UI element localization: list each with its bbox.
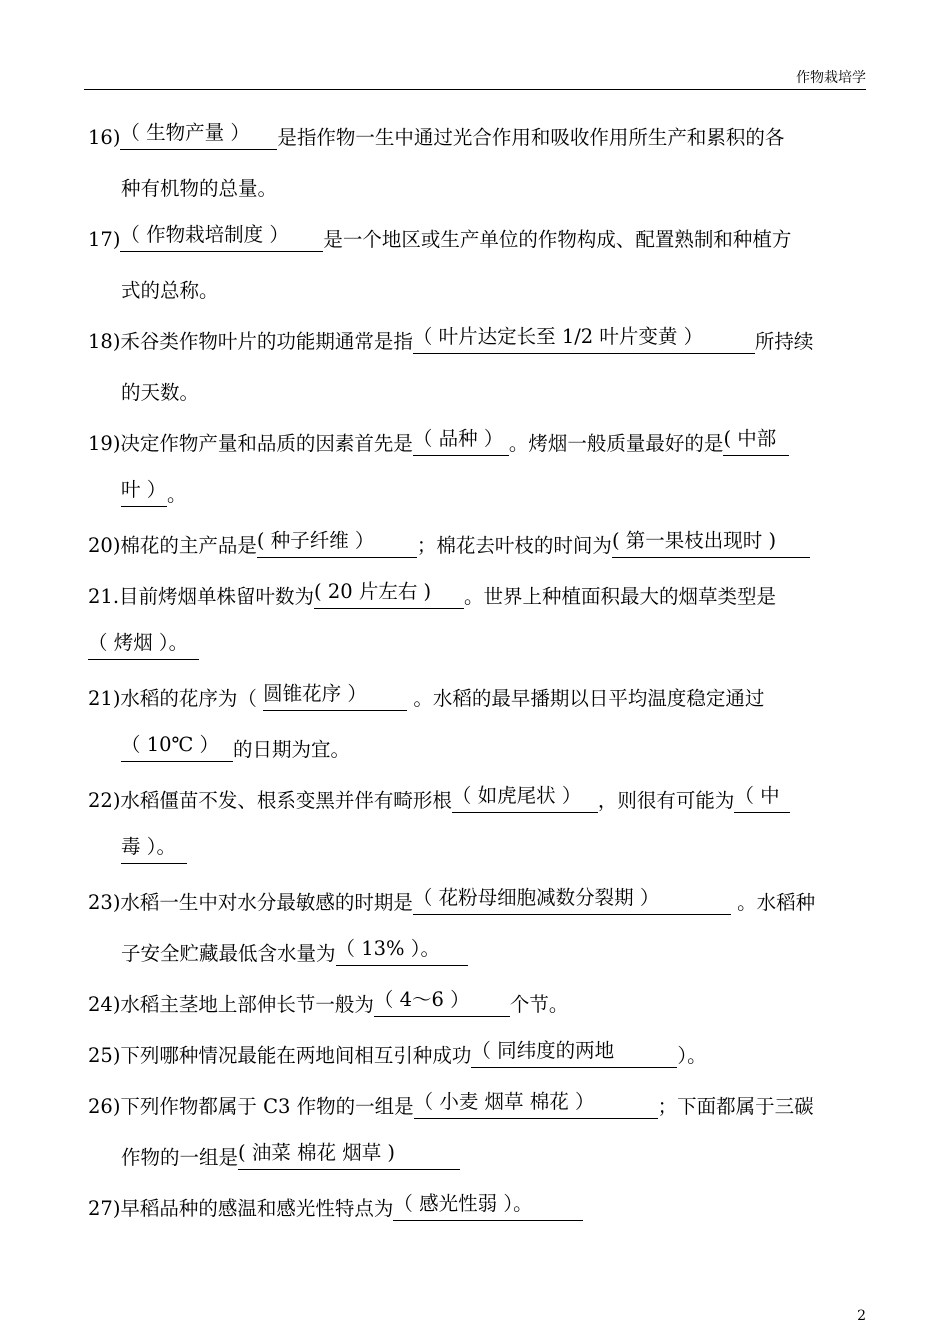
line-text: 是指作物一生中通过光合作用和吸收作用所生产和累积的各 bbox=[277, 126, 785, 149]
question-line bbox=[88, 269, 866, 320]
line-text: ；下面都属于三碳 bbox=[657, 1095, 814, 1118]
line-text: ；棉花去叶枝的时间为 bbox=[416, 534, 612, 557]
line-text: 的天数。 bbox=[121, 381, 200, 404]
line-text: 18)禾谷类作物叶片的功能期通常是指 bbox=[88, 330, 413, 353]
line-text: 20)棉花的主产品是 bbox=[88, 534, 257, 557]
question-line bbox=[88, 1136, 866, 1187]
question-line bbox=[88, 932, 866, 983]
answer-blank: 圆锥花序 ） bbox=[263, 677, 407, 711]
answer-blank: ( 种子纤维 ） bbox=[257, 524, 417, 558]
line-text: 16) bbox=[88, 126, 121, 149]
line-text: 21.目前烤烟单株留叶数为 bbox=[88, 585, 315, 608]
question-line bbox=[88, 524, 866, 575]
line-text: 24)水稻主茎地上部伸长节一般为 bbox=[88, 993, 374, 1016]
answer-blank: （ 4～6 ） bbox=[374, 983, 510, 1017]
line-text: 22)水稻僵苗不发、根系变黑并伴有畸形根 bbox=[88, 789, 452, 812]
question-line bbox=[88, 1085, 866, 1136]
question-line bbox=[88, 728, 866, 779]
answer-blank: ( 油菜 棉花 烟草 ) bbox=[238, 1136, 460, 1170]
answer-blank: （ 生物产量 ） bbox=[120, 116, 277, 150]
question-line bbox=[88, 626, 866, 677]
line-text: 。 bbox=[167, 483, 187, 506]
line-text: 19)决定作物产量和品质的因素首先是 bbox=[88, 432, 413, 455]
question-line bbox=[88, 881, 866, 932]
line-text: 27)早稻品种的感温和感光性特点为 bbox=[88, 1197, 394, 1220]
answer-blank: （ 中 bbox=[734, 779, 790, 813]
line-text: 21)水稻的花序为（ bbox=[88, 687, 264, 710]
answer-blank: （ 叶片达定长至 1/2 叶片变黄 ） bbox=[413, 320, 755, 354]
header-title: 作物栽培学 bbox=[796, 70, 866, 86]
question-line bbox=[88, 320, 866, 371]
line-text: 式的总称。 bbox=[121, 279, 219, 302]
line-text: 是一个地区或生产单位的作物构成、配置熟制和种植方 bbox=[323, 228, 792, 251]
answer-blank: （ 10℃ ） bbox=[121, 728, 233, 762]
answer-blank: ( 20 片左右 ) bbox=[314, 575, 464, 609]
line-text: 。烤烟一般质量最好的是 bbox=[508, 432, 724, 455]
question-list bbox=[88, 116, 866, 1238]
question-line bbox=[88, 371, 866, 422]
line-text: 。水稻种 bbox=[730, 891, 816, 914]
line-text: 17) bbox=[88, 228, 121, 251]
line-text: 种有机物的总量。 bbox=[121, 177, 278, 200]
line-text: 23)水稻一生中对水分最敏感的时期是 bbox=[88, 891, 413, 914]
question-line bbox=[88, 473, 866, 524]
line-text: 25)下列哪种情况最能在两地间相互引种成功 bbox=[88, 1044, 472, 1067]
line-text: 26)下列作物都属于 C3 作物的一组是 bbox=[88, 1095, 414, 1118]
answer-blank: 叶 ） bbox=[121, 473, 167, 507]
answer-blank: ( 第一果枝出现时 ) bbox=[612, 524, 810, 558]
question-line bbox=[88, 116, 866, 167]
answer-blank: （ 品种 ） bbox=[413, 422, 509, 456]
question-line bbox=[88, 422, 866, 473]
line-text: 。水稻的最早播期以日平均温度稳定通过 bbox=[407, 687, 765, 710]
line-text: 所持续 bbox=[754, 330, 814, 353]
question-line bbox=[88, 677, 866, 728]
question-line bbox=[88, 575, 866, 626]
line-text: 个节。 bbox=[509, 993, 569, 1016]
line-text: ，则很有可能为 bbox=[597, 789, 735, 812]
question-line bbox=[88, 830, 866, 881]
question-line bbox=[88, 779, 866, 830]
answer-blank: （ 花粉母细胞减数分裂期 ） bbox=[413, 881, 731, 915]
line-text: 的日期为宜。 bbox=[233, 738, 351, 761]
answer-blank: （ 烤烟 ）。 bbox=[88, 626, 199, 660]
page-number: 2 bbox=[857, 1308, 866, 1324]
line-text: ）。 bbox=[677, 1044, 707, 1067]
answer-blank: 毒 ）。 bbox=[121, 830, 187, 864]
question-line bbox=[88, 218, 866, 269]
answer-blank: （ 小麦 烟草 棉花 ） bbox=[414, 1085, 658, 1119]
question-line bbox=[88, 167, 866, 218]
line-text: 作物的一组是 bbox=[121, 1146, 239, 1169]
question-line bbox=[88, 1034, 866, 1085]
question-line bbox=[88, 1187, 866, 1238]
answer-blank: （ 感光性弱 ）。 bbox=[393, 1187, 583, 1221]
answer-blank: （ 同纬度的两地 bbox=[471, 1034, 677, 1068]
answer-blank: （ 作物栽培制度 ） bbox=[120, 218, 323, 252]
answer-blank: （ 如虎尾状 ） bbox=[452, 779, 598, 813]
answer-blank: （ 13% ）。 bbox=[336, 932, 468, 966]
question-line bbox=[88, 983, 866, 1034]
answer-blank: ( 中部 bbox=[723, 422, 789, 456]
line-text: 。世界上种植面积最大的烟草类型是 bbox=[464, 585, 777, 608]
header-rule bbox=[84, 89, 866, 90]
line-text: 子安全贮藏最低含水量为 bbox=[121, 942, 336, 965]
